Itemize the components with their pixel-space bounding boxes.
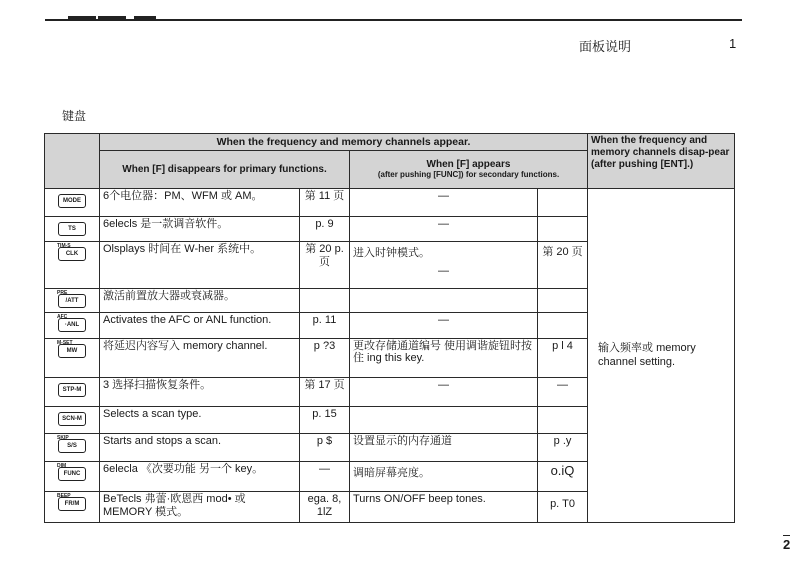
third-column-text: 输入频率或 memory channel setting. [588,188,735,522]
header-third: When the frequency and memory channels disap-pear (after pushing [ENT].) [588,134,735,189]
clk-key-icon: TIM-S CLK [58,247,86,261]
rule-tick [68,16,96,19]
secondary-desc: — [350,188,538,216]
ts-key-icon: TS [58,222,86,236]
table-row: TS 6elecls 是一款调音软件。 p. 9 — [45,216,735,242]
rule-tick [98,16,126,19]
mw-key-icon: M-SET MW [58,344,86,358]
beep-fr-m-key-icon: BEEP FR/M [58,497,86,511]
page-title: 面板说明 [579,39,632,54]
table-row: DIM FUNC 6elecla 《次要功能 另一个 key。 — 调暗屏幕亮度。 o.iQ [45,462,735,492]
pre-att-key-icon: PRE /ATT [58,294,86,308]
table-row: BEEP FR/M BeTecls 弗蕾·欧恩西 mod• 或 MEMORY 模式。 ega. 8, 1lZ Turns ON/OFF beep tones. p. T0 [45,491,735,522]
scn-m-key-icon: SCN-M [58,412,86,426]
primary-page: 第 11 页 [300,188,350,216]
func-key-icon: DIM FUNC [58,467,86,481]
section-title: 键盘 [62,109,87,123]
table-row: SKIP S/S Starts and stops a scan. p $ 设置显示的内存通道 p .y [45,434,735,462]
skip-ss-key-icon: SKIP S/S [58,439,86,453]
mode-key-icon: MODE [58,194,86,208]
table-row: SCN-M Selects a scan type. p. 15 [45,407,735,434]
afc-anl-key-icon: AFC ·ANL [58,318,86,332]
table-row: AFC ·ANL Activates the AFC or ANL function. p. 11 — [45,313,735,339]
table-row: M-SET MW 将延迟内容写入 memory channel. p ?3 更改存储通道编号 使用调谐旋钮时按住 ing this key. p l 4 [45,339,735,378]
header-secondary: When [F] appears (after pushing [FUNC]) for secondary functions. [350,150,588,188]
table-row: STP-M 3 选择扫描恢复条件。 第 17 页 — — [45,378,735,407]
header-top: When the frequency and memory channels appear. [100,134,588,151]
header-key-column [45,134,100,189]
table-row: PRE /ATT 激活前置放大器或衰减器。 [45,288,735,313]
keyboard-table [44,133,735,523]
corner-page-number: 2 [783,537,791,552]
rule-tick [134,16,156,19]
table-row: TIM-S CLK Olsplays 时间在 W-her 系统中。 第 20 p. 页 进入时钟模式。 — 第 20 页 [45,242,735,288]
stp-m-key-icon: STP-M [58,383,86,397]
header-primary: When [F] disappears for primary functions. [100,150,350,188]
page-number: 1 [729,36,737,51]
top-rule [45,19,742,21]
primary-desc: 6个电位器：PM、WFM 或 AM。 [100,188,300,216]
secondary-page [538,188,588,216]
table-row [45,188,735,216]
